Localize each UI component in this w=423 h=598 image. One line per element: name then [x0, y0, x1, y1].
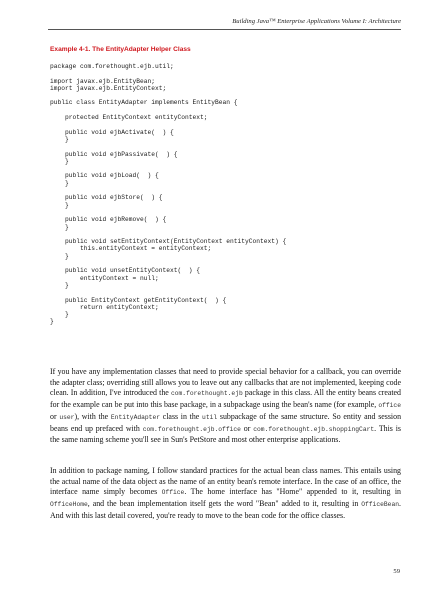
- code-line: }: [50, 157, 69, 165]
- code-listing: [50, 63, 286, 326]
- code-line: public EntityContext getEntityContext( ) {: [50, 296, 227, 304]
- text-run: If you have any implementation classes that need to provide special behavior for a callback, you can override the adapter class; overriding still allows you to leave out any callbacks that are not implemented, keeping code clean. In addition, I've introduced the: [50, 367, 401, 398]
- page-number: 59: [393, 568, 400, 575]
- text-run: . The home interface has "Home" appended to it, resulting in: [184, 487, 401, 497]
- inline-code: com.forethought.ejb.shoppingCart: [253, 425, 375, 433]
- inline-code: com.forethought.ejb: [170, 390, 243, 398]
- inline-code: OfficeBean: [361, 501, 400, 509]
- code-line: public class EntityAdapter implements EntityBean {: [50, 99, 238, 107]
- inline-code: user: [59, 413, 75, 421]
- text-run: package in this class. All the entity beans created for the example can be put into this base package, in a subpackage using the bean's name (for example,: [50, 388, 401, 410]
- code-line: }: [50, 281, 69, 289]
- code-line: import javax.ejb.EntityBean;: [50, 77, 156, 85]
- code-line: public void ejbLoad( ) {: [50, 172, 159, 180]
- code-line: import javax.ejb.EntityContext;: [50, 84, 167, 92]
- code-line: }: [50, 201, 69, 209]
- inline-code: EntityAdapter: [110, 413, 161, 421]
- inline-code: com.forethought.ejb.office: [142, 425, 241, 433]
- text-run: ), with the: [74, 411, 111, 421]
- running-header: Building Java™ Enterprise Applications Volume I: Architecture: [232, 18, 401, 25]
- inline-code: util: [202, 413, 218, 421]
- code-line: public void ejbRemove( ) {: [50, 216, 167, 224]
- code-line: package com.forethought.ejb.util;: [50, 63, 174, 70]
- code-line: public void ejbPassivate( ) {: [50, 150, 178, 158]
- body-paragraph-1: [50, 367, 401, 446]
- code-line: }: [50, 318, 54, 326]
- text-run: . And with this last detail covered, you're ready to move to the bean code for the office classes.: [50, 499, 401, 520]
- text-run: subpackage of the same structure. So entity and session beans end up prefaced with: [50, 411, 402, 433]
- code-line: entityContext = null;: [50, 274, 159, 282]
- example-caption: Example 4-1. The EntityAdapter Helper Class: [50, 46, 191, 53]
- code-line: return entityContext;: [50, 303, 159, 311]
- code-line: this.entityContext = entityContext;: [50, 245, 212, 253]
- code-line: public void ejbStore( ) {: [50, 194, 163, 202]
- inline-code: OfficeHome: [50, 501, 88, 509]
- text-run: . This is the same naming scheme you'll see in Sun's PetStore and most other enterprise applications.: [50, 423, 401, 445]
- code-line: public void setEntityContext(EntityContext entityContext) {: [50, 238, 287, 246]
- text-run: class in the: [160, 411, 203, 421]
- inline-code: Office: [161, 489, 185, 497]
- code-line: }: [50, 179, 69, 187]
- text-run: , and the bean implementation itself gets the word "Bean" added to it, resulting in: [87, 499, 362, 509]
- text-run: or: [240, 423, 254, 433]
- code-line: public void unsetEntityContext( ) {: [50, 267, 201, 275]
- code-line: protected EntityContext entityContext;: [50, 114, 208, 122]
- code-line: }: [50, 135, 69, 143]
- text-run: or: [50, 411, 60, 421]
- code-line: }: [50, 223, 69, 231]
- inline-code: office: [378, 402, 401, 410]
- body-paragraph-2: [50, 466, 401, 522]
- code-line: }: [50, 252, 69, 260]
- header-rule: [48, 29, 401, 30]
- code-line: public void ejbActivate( ) {: [50, 128, 174, 136]
- text-run: In addition to package naming, I follow standard practices for the actual bean class names. This entails using the actual name of the data object as the name of an entity bean's remote interface. In the case of an office, the interface name simply becomes: [50, 466, 401, 497]
- code-line: }: [50, 311, 69, 319]
